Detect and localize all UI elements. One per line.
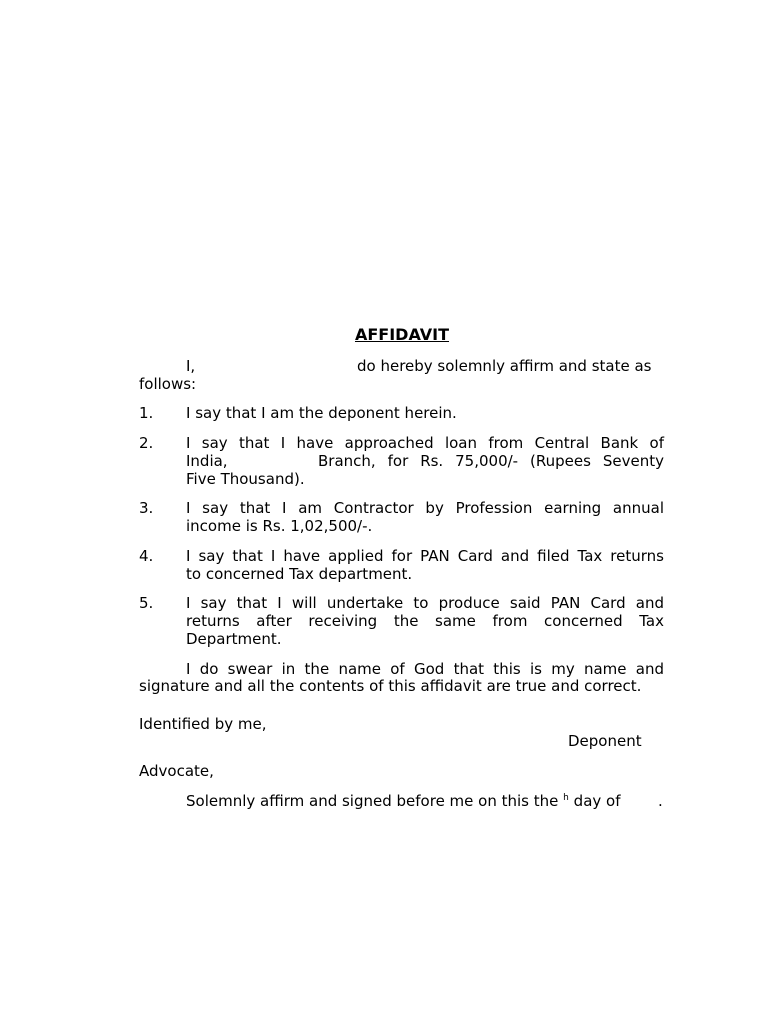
identified-by: Identified by me, — [139, 715, 267, 733]
deponent-label: Deponent — [568, 732, 642, 750]
item-line: I say that I have applied for PAN Card and filed Tax returns — [186, 547, 664, 565]
item-number: 5. — [139, 594, 154, 612]
solemn-affirmation — [186, 792, 621, 810]
intro-continuation: follows: — [139, 375, 197, 393]
oath-line: signature and all the contents of this affidavit are true and correct. — [139, 677, 642, 695]
item-line: Department. — [186, 630, 282, 648]
item-line: Branch, for Rs. 75,000/- (Rupees Seventy — [318, 452, 664, 470]
item-line: income is Rs. 1,02,500/-. — [186, 517, 373, 535]
item-number: 2. — [139, 434, 154, 452]
item-line: India, — [186, 452, 228, 470]
solemn-text: Solemnly affirm and signed before me on this the — [186, 792, 559, 810]
solemn-end: . — [658, 792, 663, 810]
item-number: 4. — [139, 547, 154, 565]
item-line: I say that I have approached loan from Central Bank of — [186, 434, 664, 452]
item-line: I say that I am the deponent herein. — [186, 404, 457, 422]
solemn-day-of: day of — [573, 792, 621, 810]
item-line: Five Thousand). — [186, 470, 305, 488]
document-title: AFFIDAVIT — [354, 325, 450, 344]
item-number: 1. — [139, 404, 154, 422]
solemn-superscript: h — [563, 793, 569, 803]
item-line: to concerned Tax department. — [186, 565, 413, 583]
intro-pronoun: I, — [186, 357, 196, 375]
oath-line: I do swear in the name of God that this is my name and — [186, 660, 664, 678]
intro-affirm-text: do hereby solemnly affirm and state as — [357, 357, 652, 375]
item-number: 3. — [139, 499, 154, 517]
item-line: returns after receiving the same from concerned Tax — [186, 612, 664, 630]
item-line: I say that I am Contractor by Profession earning annual — [186, 499, 664, 517]
advocate-label: Advocate, — [139, 762, 214, 780]
item-line: I say that I will undertake to produce said PAN Card and — [186, 594, 664, 612]
